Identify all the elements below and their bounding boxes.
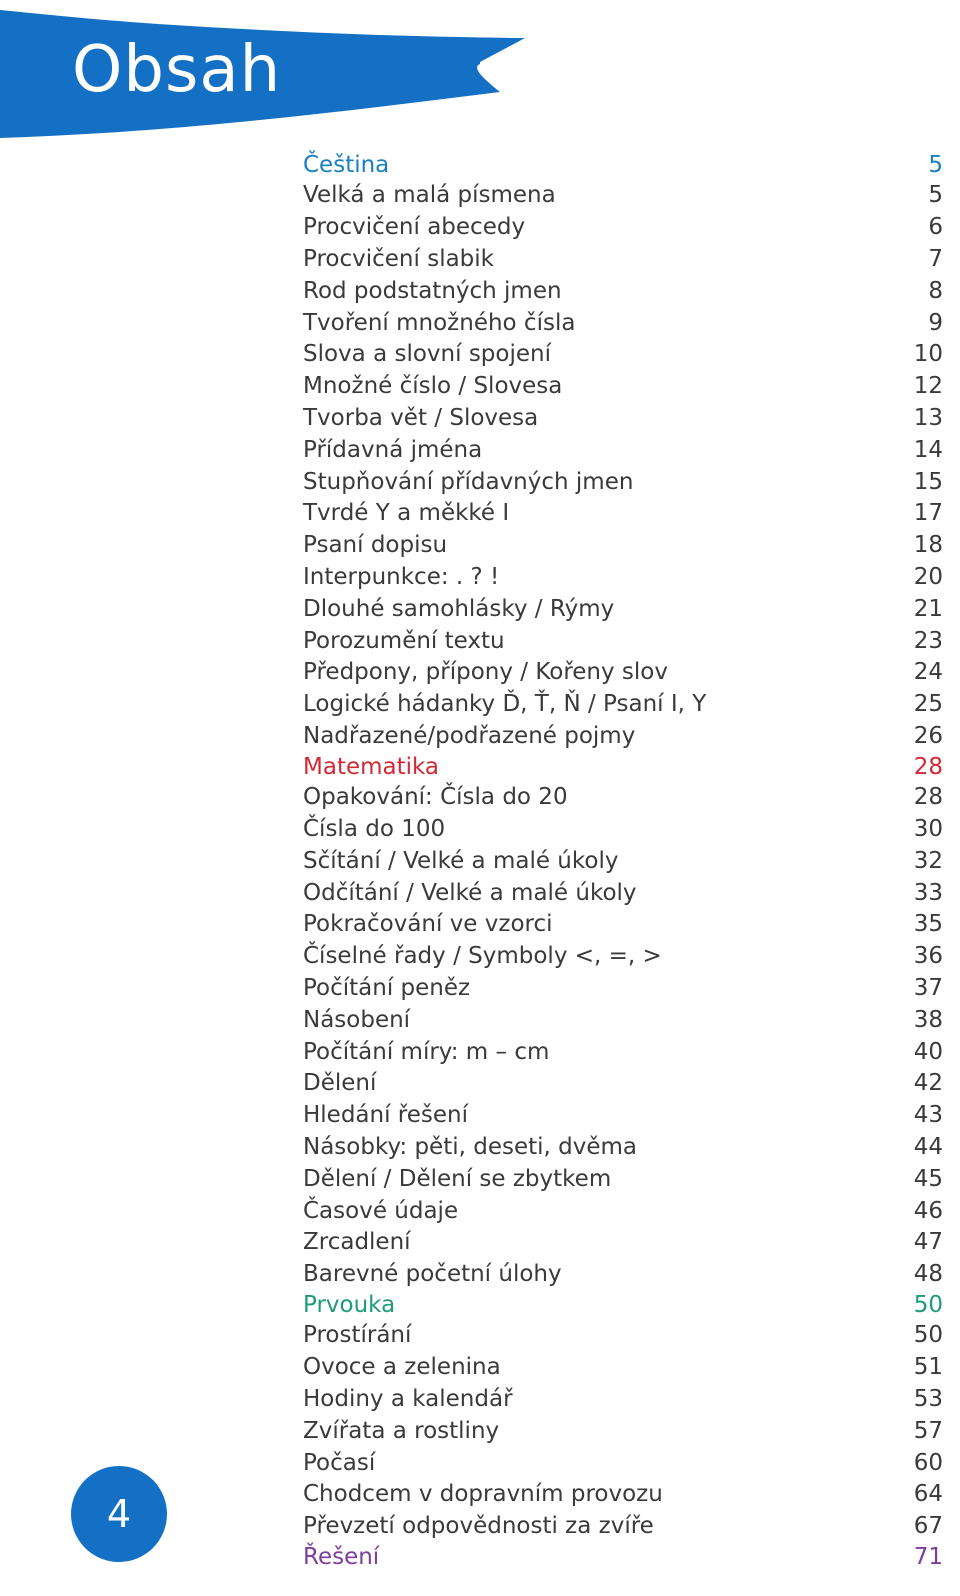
table-of-contents — [303, 150, 943, 1572]
toc-entry — [303, 211, 943, 243]
toc-entry — [303, 1383, 943, 1415]
toc-entry — [303, 466, 943, 498]
toc-entry-page: 10 — [913, 341, 943, 368]
toc-entry-page: 42 — [913, 1070, 943, 1097]
toc-entry-label: Prvouka — [303, 1291, 396, 1318]
toc-entry-label: Hledání řešení — [303, 1102, 469, 1129]
toc-entry — [303, 909, 943, 941]
toc-entry-label: Pokračování ve vzorci — [303, 911, 553, 938]
toc-entry-label: Chodcem v dopravním provozu — [303, 1481, 663, 1508]
toc-entry-label: Předpony, přípony / Kořeny slov — [303, 659, 668, 686]
toc-entry-label: Tvrdé Y a měkké I — [303, 500, 510, 527]
toc-entry-label: Stupňování přídavných jmen — [303, 468, 634, 495]
toc-entry — [303, 1004, 943, 1036]
toc-entry-page: 36 — [913, 943, 943, 970]
toc-entry-page: 38 — [913, 1006, 943, 1033]
toc-entry-page: 28 — [913, 784, 943, 811]
toc-section-heading — [303, 1542, 943, 1572]
toc-entry — [303, 529, 943, 561]
toc-entry-page: 64 — [913, 1481, 943, 1508]
toc-section-heading — [303, 150, 943, 180]
toc-entry — [303, 307, 943, 339]
toc-entry-label: Procvičení abecedy — [303, 214, 526, 241]
toc-entry — [303, 1163, 943, 1195]
toc-entry-page: 6 — [928, 214, 943, 241]
toc-entry-label: Dělení — [303, 1070, 377, 1097]
toc-entry-label: Tvorba vět / Slovesa — [303, 404, 539, 431]
toc-entry-label: Opakování: Čísla do 20 — [303, 784, 568, 811]
toc-entry — [303, 1131, 943, 1163]
toc-entry-label: Psaní dopisu — [303, 532, 448, 559]
toc-entry — [303, 1036, 943, 1068]
toc-entry — [303, 434, 943, 466]
toc-entry-page: 5 — [928, 182, 943, 209]
toc-entry-label: Množné číslo / Slovesa — [303, 373, 563, 400]
page-number: 4 — [106, 1492, 132, 1536]
toc-entry-label: Barevné početní úlohy — [303, 1261, 562, 1288]
toc-entry-label: Zrcadlení — [303, 1229, 411, 1256]
toc-entry-page: 9 — [928, 309, 943, 336]
toc-entry-page: 26 — [913, 722, 943, 749]
toc-entry — [303, 180, 943, 212]
toc-entry — [303, 656, 943, 688]
toc-entry-label: Prostírání — [303, 1322, 412, 1349]
toc-section-heading — [303, 1290, 943, 1320]
toc-entry — [303, 338, 943, 370]
toc-entry-page: 40 — [913, 1038, 943, 1065]
toc-entry — [303, 497, 943, 529]
toc-entry-label: Počítání míry: m – cm — [303, 1038, 550, 1065]
toc-entry-label: Sčítání / Velké a malé úkoly — [303, 847, 619, 874]
toc-entry-page: 33 — [913, 879, 943, 906]
toc-entry-page: 5 — [928, 151, 943, 178]
toc-entry-page: 51 — [913, 1354, 943, 1381]
toc-entry — [303, 625, 943, 657]
toc-entry — [303, 1195, 943, 1227]
toc-entry — [303, 1099, 943, 1131]
toc-entry-label: Ovoce a zelenina — [303, 1354, 501, 1381]
toc-entry-label: Slova a slovní spojení — [303, 341, 551, 368]
toc-entry-label: Násobky: pěti, deseti, dvěma — [303, 1134, 638, 1160]
toc-entry-label: Čísla do 100 — [303, 816, 446, 843]
toc-entry-page: 14 — [913, 436, 943, 463]
toc-entry-page: 43 — [913, 1102, 943, 1129]
toc-entry-label: Dlouhé samohlásky / Rýmy — [303, 595, 615, 622]
toc-entry-page: 44 — [913, 1134, 943, 1160]
toc-entry-page: 50 — [913, 1322, 943, 1349]
toc-entry — [303, 877, 943, 909]
toc-entry-page: 60 — [913, 1449, 943, 1476]
toc-entry-label: Počasí — [303, 1449, 376, 1476]
toc-entry-page: 37 — [913, 975, 943, 1002]
toc-entry-page: 18 — [913, 532, 943, 559]
toc-entry-label: Převzetí odpovědnosti za zvíře — [303, 1513, 654, 1540]
toc-entry — [303, 940, 943, 972]
toc-entry-page: 25 — [913, 691, 943, 718]
toc-entry — [303, 561, 943, 593]
toc-entry — [303, 593, 943, 625]
toc-entry-page: 20 — [913, 563, 943, 590]
toc-entry-page: 23 — [913, 627, 943, 654]
toc-entry-label: Časové údaje — [303, 1197, 459, 1224]
toc-entry-page: 12 — [913, 373, 943, 400]
toc-entry-label: Řešení — [303, 1543, 380, 1570]
toc-entry-page: 28 — [913, 753, 943, 780]
toc-entry — [303, 402, 943, 434]
toc-entry-page: 57 — [913, 1417, 943, 1444]
page-title: Obsah — [72, 33, 282, 107]
toc-entry-page: 7 — [928, 245, 943, 272]
page-number-badge — [71, 1466, 167, 1562]
toc-entry-page: 13 — [913, 404, 943, 431]
toc-entry — [303, 275, 943, 307]
toc-entry-page: 47 — [913, 1229, 943, 1256]
toc-entry — [303, 972, 943, 1004]
toc-entry — [303, 720, 943, 752]
toc-entry-label: Číselné řady / Symboly <, =, > — [303, 943, 662, 970]
toc-entry-label: Matematika — [303, 753, 440, 780]
toc-entry-label: Interpunkce: . ? ! — [303, 563, 500, 590]
toc-entry-label: Čeština — [303, 151, 390, 178]
toc-entry — [303, 1415, 943, 1447]
toc-entry — [303, 1351, 943, 1383]
toc-entry-label: Hodiny a kalendář — [303, 1386, 513, 1413]
toc-entry — [303, 813, 943, 845]
toc-entry-label: Počítání peněz — [303, 975, 471, 1002]
toc-entry-page: 67 — [913, 1513, 943, 1540]
toc-entry-label: Logické hádanky Ď, Ť, Ň / Psaní I, Y — [303, 691, 707, 718]
toc-entry-page: 71 — [913, 1543, 943, 1570]
toc-entry-label: Rod podstatných jmen — [303, 277, 562, 304]
toc-entry — [303, 1447, 943, 1479]
toc-entry-label: Násobení — [303, 1006, 411, 1033]
toc-entry-label: Dělení / Dělení se zbytkem — [303, 1165, 612, 1192]
toc-entry-page: 21 — [913, 595, 943, 622]
toc-entry-page: 24 — [913, 659, 943, 686]
toc-entry-page: 8 — [928, 277, 943, 304]
toc-entry-page: 50 — [913, 1291, 943, 1318]
toc-entry — [303, 1510, 943, 1542]
toc-entry — [303, 243, 943, 275]
toc-entry-page: 35 — [913, 911, 943, 938]
toc-entry — [303, 1258, 943, 1290]
toc-entry-page: 17 — [913, 500, 943, 527]
toc-entry-page: 46 — [913, 1197, 943, 1224]
toc-entry-label: Nadřazené/podřazené pojmy — [303, 722, 636, 749]
toc-entry-label: Přídavná jména — [303, 436, 483, 463]
toc-entry-page: 30 — [913, 816, 943, 843]
toc-entry-label: Porozumění textu — [303, 627, 505, 654]
toc-entry-label: Procvičení slabik — [303, 245, 494, 272]
toc-entry-page: 53 — [913, 1386, 943, 1413]
toc-entry-page: 32 — [913, 847, 943, 874]
toc-entry — [303, 781, 943, 813]
toc-entry-page: 48 — [913, 1261, 943, 1288]
toc-entry-label: Velká a malá písmena — [303, 182, 556, 209]
toc-entry-page: 45 — [913, 1165, 943, 1192]
toc-section-heading — [303, 752, 943, 782]
toc-entry — [303, 1227, 943, 1259]
toc-entry — [303, 1479, 943, 1511]
toc-entry — [303, 845, 943, 877]
toc-entry-label: Tvoření množného čísla — [303, 309, 576, 336]
toc-entry — [303, 370, 943, 402]
toc-entry-label: Odčítání / Velké a malé úkoly — [303, 879, 637, 906]
toc-entry-page: 15 — [913, 468, 943, 495]
toc-entry — [303, 1068, 943, 1100]
toc-entry — [303, 688, 943, 720]
toc-entry — [303, 1320, 943, 1352]
toc-entry-label: Zvířata a rostliny — [303, 1417, 500, 1444]
